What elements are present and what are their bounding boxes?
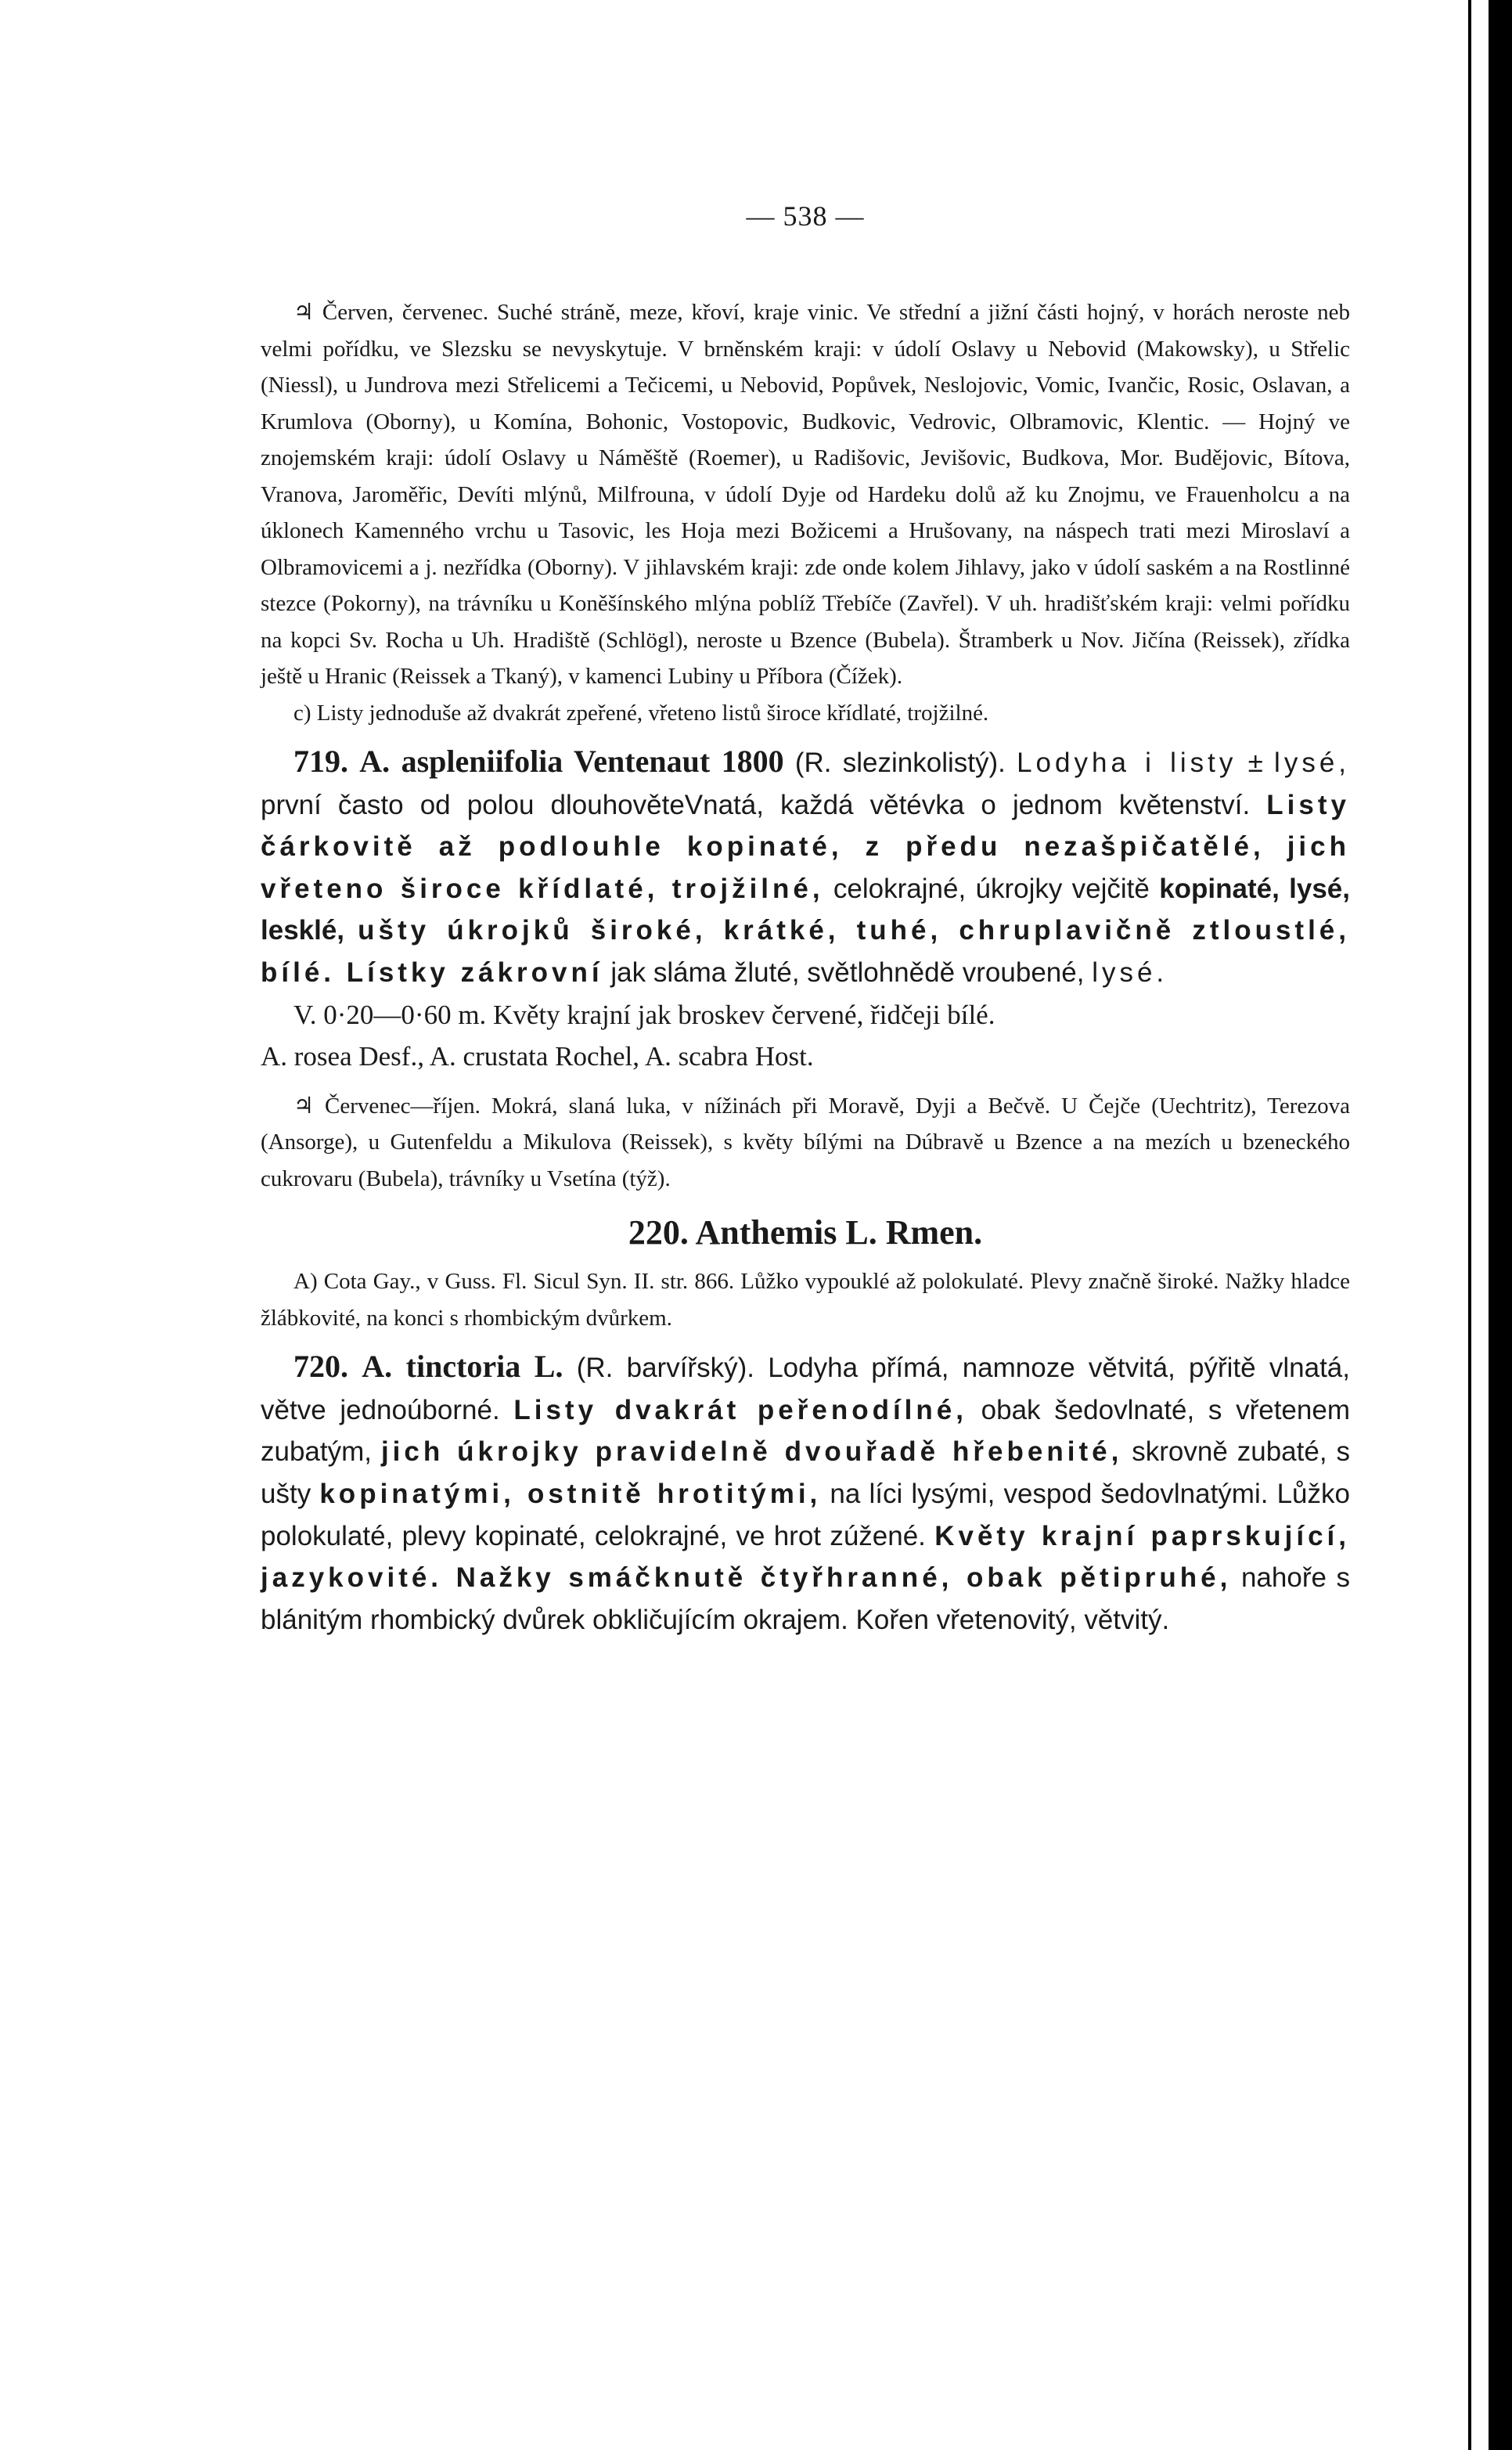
- distribution-text: Červenec—říjen. Mokrá, slaná luka, v nížinách při Moravě, Dyji a Bečvě. U Čejče (Uechtritz), Terezova (Ansorge), u Gutenfeldu a Mikulova (Reissek), s květy bílými na Dúbravě u Bzence a na mezích u bzeneckého cukrovaru (Bubela), trávníky u Vsetína (týž).: [261, 1093, 1350, 1191]
- genus-heading: 220. Anthemis L. Rmen.: [628, 1213, 983, 1252]
- species-719-spaced-4: ušty úkrojků široké, krátké, tuhé, chruplavičně ztloustlé, bílé. Lístky zákrovní: [261, 915, 1350, 988]
- species-720-spaced-4: Květy krajní paprskující, jazykovité. Nažky smáčknutě čtyřhranné, obak pětipruhé,: [261, 1520, 1351, 1594]
- section-a-text: Cota Gay., v Guss. Fl. Sicul Syn. II. str. 866. Lůžko vypouklé až polokulaté. Plevy značně široké. Nažky hladce žlábkovité, na konci s rhombickým dvůrkem.: [261, 1269, 1351, 1331]
- species-719-text-2: celokrajné, úkrojky vejčitě: [833, 873, 1150, 904]
- species-719-description: [261, 740, 1350, 994]
- habitat-paragraph: [261, 294, 1350, 695]
- species-719-text-3: jak sláma žluté, světlohnědě vroubené,: [610, 957, 1085, 988]
- species-720-description: [261, 1346, 1350, 1641]
- species-719-spaced-2: lysé,: [1274, 748, 1351, 778]
- species-719-synonyms: A. rosea Desf., A. crustata Rochel, A. scabra Host.: [261, 1041, 814, 1072]
- species-719-spaced-3: Listy čárkovitě až podlouhle kopinaté, z předu nezašpičatělé, jich vřeteno široce křídlaté, trojžilné,: [261, 789, 1350, 904]
- species-720-spaced-2: jich úkrojky pravidelně dvouřadě hřebenité,: [380, 1436, 1123, 1468]
- scan-edge-line: [1468, 0, 1471, 2450]
- plus-minus-sign: ±: [1247, 748, 1263, 778]
- species-719-spaced-5: lysé.: [1092, 957, 1168, 988]
- species-720-spaced-1: Listy dvakrát peřenodílné,: [513, 1394, 967, 1425]
- species-720-text-1: Lodyha přímá, namnoze větvitá, pýřitě vlnatá, větve jednoúborné.: [261, 1353, 1350, 1425]
- scan-edge-bar: [1489, 0, 1512, 2450]
- distribution-paragraph: [261, 1087, 1350, 1198]
- species-719-number: 719.: [293, 744, 348, 779]
- species-720-text-4: na líci lysými, vespod šedovlnatými. Lůžko polokulaté, plevy kopinaté, celokrajné, ve hrot zúžené.: [261, 1479, 1350, 1551]
- page-content: [261, 200, 1350, 1641]
- key-label-c: c): [293, 700, 311, 726]
- species-720-spaced-3: kopinatými, ostnitě hrotitými,: [319, 1479, 822, 1510]
- species-719-common-name: (R. slezinkolistý).: [794, 748, 1006, 778]
- species-720-text-2: obak šedovlnaté, s vřetenem zubatým,: [261, 1394, 1350, 1468]
- species-720-text-3: skrovně zubaté, s ušty: [261, 1436, 1350, 1510]
- species-719-name: A. aspleniifolia Ventenaut 1800: [359, 744, 784, 779]
- species-719-spaced-1: Lodyha i listy: [1017, 748, 1237, 778]
- section-a-label: A): [293, 1269, 318, 1295]
- key-paragraph-c: [261, 695, 1350, 732]
- species-719-text-1: první často od polou dlouhověteVnatá, každá větévka o jednom květenství.: [261, 789, 1251, 820]
- species-719-flowering: V. 0·20—0·60 m. Květy krajní jak broskev červené, řidčeji bílé.: [293, 999, 995, 1030]
- section-a-paragraph: [261, 1263, 1350, 1336]
- page-number: — 538 —: [746, 200, 865, 232]
- habitat-text: Červen, červenec. Suché stráně, meze, křoví, kraje vinic. Ve střední a jižní části hojný, v horách neroste neb velmi pořídku, ve Slezsku se nevyskytuje. V brněnském kraji: v údolí Oslavy u Nebovid (Makowsky), u Střelic (Niessl), u Jundrova mezi Střelicemi a Tečicemi, u Nebovid, Popůvek, Neslojovic, Vomic, Ivančic, Rosic, Oslavan, a Krumlova (Oborny), u Komína, Bohonic, Vostopovic, Budkovic, Vedrovic, Olbramovic, Klentic. — Hojný ve znojemském kraji: údolí Oslavy u Náměště (Roemer), u Radišovic, Jevišovic, Budkova, Mor. Budějovic, Bítova, Vranova, Jaroměřic, Devíti mlýnů, Milfrouna, v údolí Dyje od Hardeku dolů až ku Znojmu, ve Frauenholcu a na úklonech Kamenného vrchu u Tasovic, les Hoja mezi Božicemi a Hrušovany, na náspech trati mezi Miroslaví a Olbramovicemi a j. nezřídka (Oborny). V jihlavském kraji: zde onde kolem Jihlavy, jako v údolí saském a na Rostlinné stezce (Pokorny), na trávníku u Koněšínského mlýna poblíž Třebíče (Zavřel). V uh. hradišťském kraji: velmi pořídku na kopci Sv. Rocha u Uh. Hradiště (Schlögl), neroste u Bzence (Bubela). Štramberk u Nov. Jičína (Reissek), zřídka ještě u Hranic (Reissek a Tkaný), v kamenci Lubiny u Příbora (Čížek).: [261, 300, 1351, 689]
- species-720-number: 720.: [293, 1349, 348, 1385]
- species-720-common-name: (R. barvířský).: [576, 1353, 754, 1384]
- perennial-symbol: ♃: [293, 298, 314, 325]
- key-text-c: Listy jednoduše až dvakrát zpeřené, vřeteno listů široce křídlaté, trojžilné.: [316, 700, 989, 726]
- perennial-symbol-2: ♃: [293, 1091, 314, 1119]
- species-720-name: A. tinctoria L.: [362, 1349, 563, 1385]
- species-719-bold-1: kopinaté, lysé, lesklé,: [261, 873, 1350, 946]
- species-720-text-5: nahoře s blánitým rhombický dvůrek obkličujícím okrajem. Kořen vřetenovitý, větvitý.: [261, 1562, 1350, 1635]
